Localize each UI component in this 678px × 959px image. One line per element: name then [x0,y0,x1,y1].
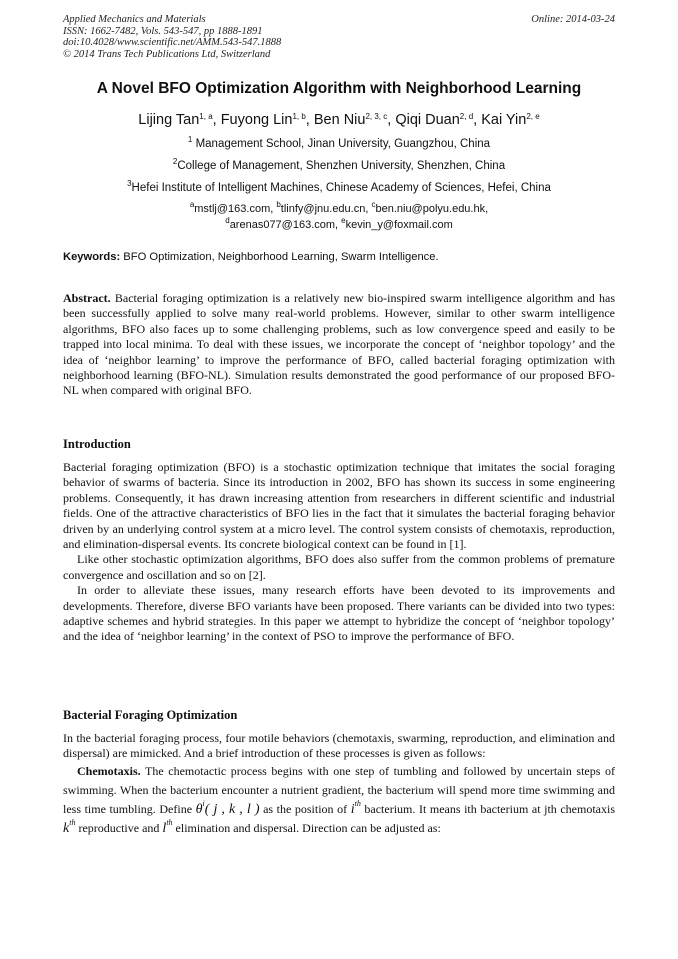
i-th-symbol: $i^{th}$ [350,798,361,817]
abstract-label: Abstract. [63,291,111,305]
online-date: Online: 2014-03-24 [531,14,615,25]
affiliation-3: $^3$Hefei Institute of Intelligent Machines, Chinese Academy of Sciences, Hefei, China [127,179,551,194]
introduction-heading: Introduction [63,437,131,451]
bfo-body [63,731,615,838]
paragraph: Bacterial foraging optimization (BFO) is a stochastic optimization technique that imitates the social foraging behavior of swarms of bacteria. Since its introduction in 2002, BFO has shown its success in some engineering problems. Consequently, it has drawn increasing attention from researchers in different scientific and industrial fields. One of the attractive characteristics of BFO lies in the fact that it simulates the bacterial foraging behavior driven by an underlying control system at a micro level. The control system consists of chemotaxis, reproduction, and elimination-dispersal events. Its concrete biological context can be found in [1]. [63,460,615,552]
doi-line: doi:10.4028/www.scientific.net/AMM.543-547.1888 [63,37,282,49]
author: Fuyong Lin$^{1, b}$, [220,112,314,128]
author: Kai Yin$^{2, e}$ [481,112,540,128]
k-th-symbol: $k^{th}$ [63,817,76,836]
chemotaxis-paragraph: Chemotaxis. The chemotactic process begins with one step of tumbling and followed by uncertain steps of swimming. When the bacterium encounter a nutrient gradient, the bacterium will spend more time swimming and less time tumbling. Define $\theta^i$( j , k , l ) as the position of $i^{th}$ bacterium. It means ith bacterium at jth chemotaxis $k^{th}$ reproductive and $l^{th}$ elimination and dispersal. Direction can be adjusted as: [63,763,616,836]
theta-symbol: $\theta^i$( j , k , l ) [195,798,260,817]
author: Qiqi Duan$^{2, d}$, [395,112,482,128]
journal-name: Applied Mechanics and Materials [63,14,206,25]
email-b[interactable]: tlinfy@jnu.edu.cn, [280,203,372,215]
keywords-text: BFO Optimization, Neighborhood Learning, Swarm Intelligence. [120,251,439,263]
email-d[interactable]: arenas077@163.com, [229,219,342,231]
author-list [0,112,678,128]
paragraph: Like other stochastic optimization algorithms, BFO does also suffer from the common problems of premature convergence and oscillation and so on [2]. [63,552,615,582]
paragraph: In order to alleviate these issues, many research efforts have been devoted to its improvements and developments. Therefore, diverse BFO variants have been proposed. There variants can be divided into two types: adaptive schemes and hybrid strategies. In this paper we attempt to hybridize the concept of ‘neighbor topology’ and the idea of ‘neighbor learning’ in the context of PSO to improve the performance of BFO. [63,583,615,644]
copyright-line: © 2014 Trans Tech Publications Ltd, Switzerland [63,48,271,60]
author-emails: $^a$mstlj@163.com, $^b$tlinfy@jnu.edu.cn, $^c$ben.niu@polyu.edu.hk, $^d$arenas077@163.com, $^e$kevin_y@foxmail.com [189,200,489,231]
email-a[interactable]: mstlj@163.com, [194,203,277,215]
keywords-label: Keywords: [63,251,121,263]
abstract [63,291,615,399]
introduction-body [63,460,615,645]
paragraph: In the bacterial foraging process, four motile behaviors (chemotaxis, swarming, reproduction, and elimination and dispersal) are mimicked. And a brief introduction of these processes is given as follows: [63,731,615,761]
author: Ben Niu$^{2, 3, c}$, [313,112,396,128]
paper-title: A Novel BFO Optimization Algorithm with Neighborhood Learning [96,80,582,97]
l-th-symbol: $l^{th}$ [162,817,173,836]
issn-line: ISSN: 1662-7482, Vols. 543-547, pp 1888-1891 [63,25,263,37]
affiliation-2: $^2$College of Management, Shenzhen University, Shenzhen, China [172,157,506,172]
bfo-heading: Bacterial Foraging Optimization [63,708,238,722]
chemotaxis-label: Chemotaxis. [77,763,141,778]
keywords [63,251,615,263]
abstract-text: Bacterial foraging optimization is a relatively new bio-inspired swarm intelligence algorithm and has been successfully applied to solve many real-world problems. However, similar to other swarm intelligence algorithms, BFO also faces up to some challenging problems, such as low convergence speed and easily to be trapped into local minima. To deal with these issues, we incorporate the concept of ‘neighbor topology’ and the idea of ‘neighbor learning’ to improve the performance of BFO, called bacterial foraging optimization with neighborhood learning (BFO-NL). Simulation results demonstrated the good performance of our proposed BFO-NL when compared with original BFO. [63,291,615,398]
email-e[interactable]: kevin_y@foxmail.com [345,219,453,231]
author: Lijing Tan$^{1, a}$, [138,112,221,128]
journal-header [63,14,281,60]
affiliation-1: $^1$ Management School, Jinan University, Guangzhou, China [187,135,491,150]
email-c[interactable]: ben.niu@polyu.edu.hk, [375,203,489,215]
